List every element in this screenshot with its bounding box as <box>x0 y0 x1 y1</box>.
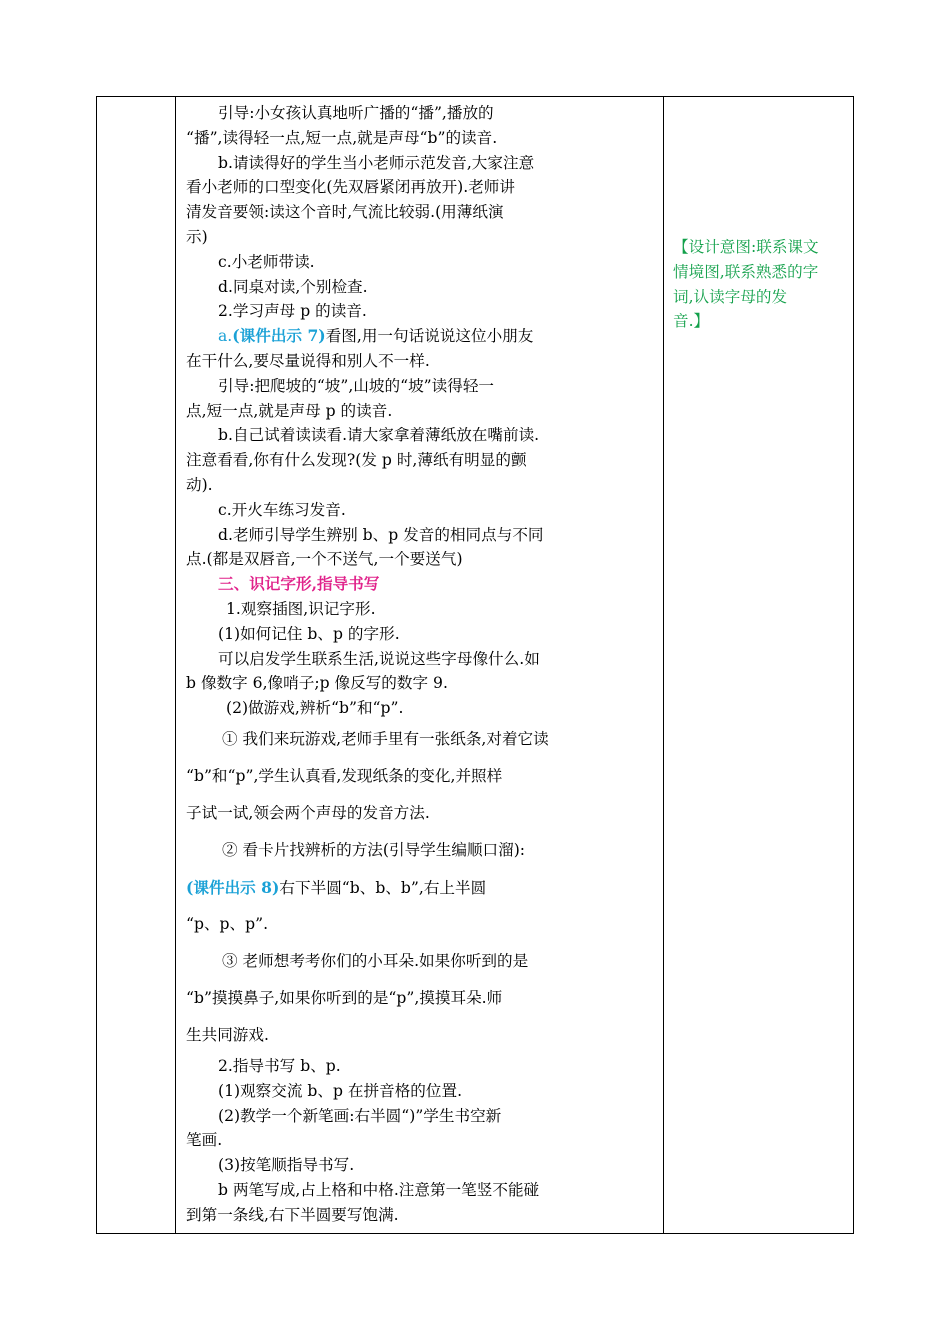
text-span: 三、识记字形,指导书写 <box>218 574 380 594</box>
text-line <box>186 622 636 647</box>
design-intent-line: 【设计意图:联系课文 <box>673 238 819 256</box>
text-span: (3)按笔顺指导书写. <box>218 1156 355 1175</box>
text-span: a. <box>218 327 233 346</box>
text-span: “p、p、p”. <box>186 914 269 933</box>
lesson-table <box>96 96 854 1234</box>
text-line <box>186 795 636 832</box>
text-span: 引导:小女孩认真地听广播的“播”,播放的 <box>218 104 494 122</box>
text-span: 右下半圆“b、b、b”,右上半圆 <box>279 878 487 897</box>
text-line <box>186 572 636 597</box>
text-span: 看小老师的口型变化(先双唇紧闭再放开).老师讲 <box>186 178 515 197</box>
text-span: 子试一试,领会两个声母的发音方法. <box>186 803 430 822</box>
text-line <box>186 523 636 548</box>
text-span: “b”和“p”,学生认真看,发现纸条的变化,并照样 <box>186 766 503 785</box>
text-span: (课件出示 7) <box>232 326 326 346</box>
text-line <box>186 869 636 906</box>
text-line <box>186 151 636 176</box>
text-span: 动). <box>186 475 213 494</box>
text-span: 生共同游戏. <box>186 1025 269 1044</box>
text-span: (2)教学一个新笔画:右半圆“)”学生书空新 <box>218 1106 502 1125</box>
text-span: (课件出示 8) <box>186 877 280 897</box>
text-span: b 两笔写成,占上格和中格.注意第一笔竖不能碰 <box>218 1180 540 1199</box>
text-line <box>186 597 636 622</box>
text-span: 注意看看,你有什么发现?(发 p 时,薄纸有明显的颤 <box>186 451 527 470</box>
text-line <box>186 250 636 275</box>
text-span: 清发音要领:读这个音时,气流比较弱.(用薄纸演 <box>186 203 504 222</box>
text-line <box>186 1153 636 1178</box>
text-span: (1)如何记住 b、p 的字形. <box>218 624 400 643</box>
text-line <box>186 647 636 672</box>
text-span: “播”,读得轻一点,短一点,就是声母“b”的读音. <box>186 128 498 147</box>
text-span: ② 看卡片找辨析的方法(引导学生编顺口溜): <box>222 840 526 859</box>
text-line <box>186 101 636 126</box>
text-span: 示) <box>186 227 208 246</box>
text-line <box>186 126 636 151</box>
text-span: ③ 老师想考考你们的小耳朵.如果你听到的是 <box>222 951 529 970</box>
text-line <box>186 498 636 523</box>
text-line <box>186 943 636 980</box>
text-line <box>186 1079 636 1104</box>
text-span: d.同桌对读,个别检查. <box>218 277 368 296</box>
text-line <box>186 696 636 721</box>
text-line <box>186 275 636 300</box>
text-line <box>186 832 636 869</box>
text-line <box>186 1104 636 1129</box>
text-line <box>186 1017 636 1054</box>
design-intent-column <box>673 235 851 334</box>
text-line <box>186 1178 636 1203</box>
text-span: c.开火车练习发音. <box>218 500 346 519</box>
text-span: 笔画. <box>186 1131 223 1150</box>
text-span: 引导:把爬坡的“坡”,山坡的“坡”读得轻一 <box>218 376 495 395</box>
text-line <box>186 200 636 225</box>
text-span: 可以启发学生联系生活,说说这些字母像什么.如 <box>218 649 540 668</box>
text-line <box>186 1203 636 1228</box>
text-span: 到第一条线,右下半圆要写饱满. <box>186 1205 399 1224</box>
text-span: 在干什么,要尽量说得和别人不一样. <box>186 351 430 370</box>
text-span: d.老师引导学生辨别 b、p 发音的相同点与不同 <box>218 525 544 544</box>
text-span: 2.指导书写 b、p. <box>218 1056 341 1075</box>
text-span: “b”摸摸鼻子,如果你听到的是“p”,摸摸耳朵.师 <box>186 988 503 1007</box>
teaching-process-column <box>186 101 636 1228</box>
text-span: 2.学习声母 p 的读音. <box>218 302 367 321</box>
text-line <box>186 175 636 200</box>
text-line <box>186 399 636 424</box>
text-span: (1)观察交流 b、p 在拼音格的位置. <box>218 1081 463 1100</box>
text-line <box>186 758 636 795</box>
column-divider-right <box>663 97 664 1233</box>
text-span: 点.(都是双唇音,一个不送气,一个要送气) <box>186 550 463 569</box>
design-intent-line: 情境图,联系熟悉的字 <box>673 262 819 281</box>
text-span: b.自己试着读读看.请大家拿着薄纸放在嘴前读. <box>218 426 540 445</box>
text-line <box>186 423 636 448</box>
text-line <box>186 906 636 943</box>
text-line <box>186 299 636 324</box>
text-line <box>186 980 636 1017</box>
design-intent-line: 词,认读字母的发 <box>673 287 788 306</box>
column-divider-left <box>175 97 176 1233</box>
text-line <box>186 547 636 572</box>
text-span: 看图,用一句话说说这位小朋友 <box>325 327 534 346</box>
text-line <box>186 473 636 498</box>
text-line <box>186 448 636 473</box>
design-intent-line: 音.】 <box>673 312 710 331</box>
text-span: b 像数字 6,像哨子;p 像反写的数字 9. <box>186 674 448 693</box>
text-line <box>186 324 636 349</box>
text-span: 点,短一点,就是声母 p 的读音. <box>186 401 393 420</box>
text-span: ① 我们来玩游戏,老师手里有一张纸条,对着它读 <box>222 729 549 748</box>
text-span: c.小老师带读. <box>218 252 315 271</box>
text-span: (2)做游戏,辨析“b”和“p”. <box>226 699 404 718</box>
text-line <box>186 225 636 250</box>
text-line <box>186 671 636 696</box>
text-line <box>186 349 636 374</box>
text-span: b.请读得好的学生当小老师示范发音,大家注意 <box>218 153 535 172</box>
text-line <box>186 1128 636 1153</box>
text-line <box>186 721 636 758</box>
text-line <box>186 374 636 399</box>
text-span: 1.观察插图,识记字形. <box>226 599 376 618</box>
text-line <box>186 1054 636 1079</box>
